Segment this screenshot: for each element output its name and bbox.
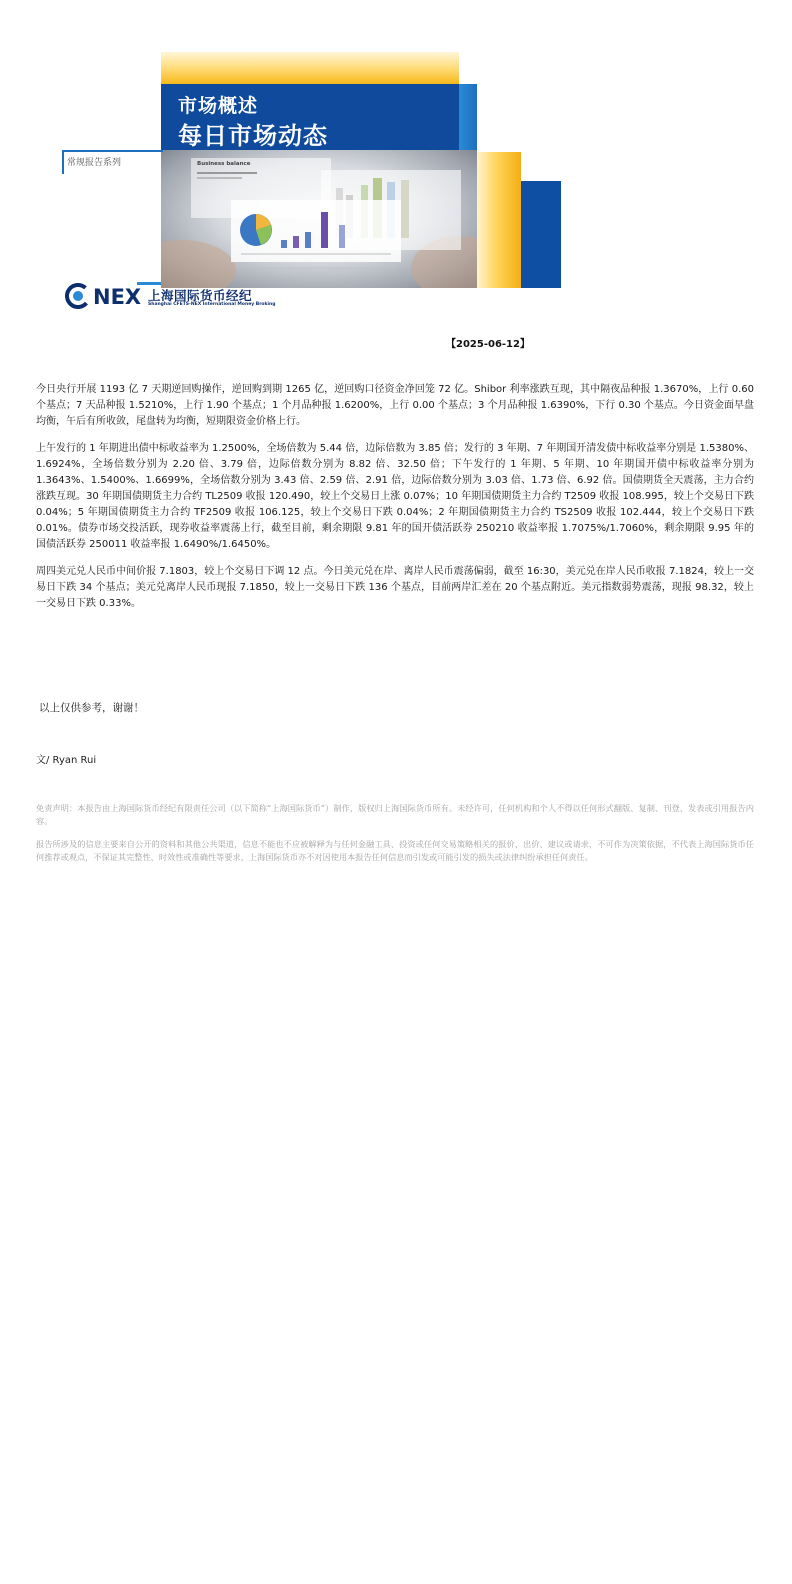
disclaimer-liability: 报告所涉及的信息主要来自公开的资料和其他公共渠道，信息不能也不应被解释为与任何金融工具、投资或任何交易策略相关的报价、出价、建议或请求，不可作为决策依据，不代表上海国际货币任何推荐或观点，不保证其完整性、时效性或准确性等要求，上海国际货币亦不对因使用本报告任何信息而引发或可能引发的损失或法律纠纷承担任何责任。	[36, 839, 754, 862]
banner-yellow-block	[477, 152, 521, 288]
paragraph-fx-market: 周四美元兑人民币中间价报 7.1803，较上个交易日下调 12 点。今日美元兑在岸、离岸人民币震荡偏弱，截至 16:30，美元兑在岸人民币收报 7.1824，较上一交易日下跌 34 个基点；美元兑离岸人民币现报 7.1850，较上一交易日下跌 136 个基点，目前两岸汇差在 20 个基点附近。美元指数弱势震荡，现报 98.32，较上一交易日下跌 0.33%。	[36, 566, 754, 609]
author-line: 文/ Ryan Rui	[36, 755, 97, 766]
closing-note: 以上仅供参考，谢谢！	[39, 702, 144, 714]
paragraph-money-market: 今日央行开展 1193 亿 7 天期逆回购操作，逆回购到期 1265 亿，逆回购口径资金净回笼 72 亿。Shibor 利率涨跌互现，其中隔夜品种报 1.3670%，上行 0.60 个基点；7 天品种报 1.5210%，上行 1.90 个基点；1 个月品种报 1.6200%，上行 0.00 个基点；3 个月品种报 1.6390%，下行 0.30 个基点。今日资金面早盘均衡，午后有所收敛，尾盘转为均衡，短期限资金价格上行。	[36, 384, 754, 427]
photo-chart-title: Business balance	[197, 161, 251, 167]
logo-company-name-en: Shanghai CFETS-NEX International Money Broking	[148, 302, 276, 307]
nex-logo-icon	[65, 283, 93, 313]
series-label: 常规报告系列	[67, 158, 122, 168]
banner-blue-block	[521, 181, 561, 288]
banner-blue-strip	[459, 84, 477, 150]
banner-yellow-band	[161, 52, 459, 84]
paragraph-bond-market: 上午发行的 1 年期进出债中标收益率为 1.2500%，全场倍数为 5.44 倍，边际倍数为 3.85 倍；发行的 3 年期、7 年期国开清发债中标收益率分别是 1.5380%、1.6924%，全场倍数分别为 2.20 倍、3.79 倍，边际倍数分别为 8.82 倍、32.50 倍；下午发行的 1 年期、5 年期、10 年期国开债中标收益率分别为 1.3643%、1.5400%、1.6699%，全场倍数分别为 3.43 倍、2.59 倍、2.91 倍，边际倍数分别为 3.03 倍、1.73 倍、6.92 倍。国债期货全天震荡，主力合约涨跌互现。30 年期国债期货主力合约 TL2509 收报 120.490，较上个交易日上涨 0.07%；10 年期国债期货主力合约 T2509 收报 108.995，较上个交易日下跌 0.04%；5 年期国债期货主力合约 TF2509 收报 106.125，较上个交易日下跌 0.04%；2 年期国债期货主力合约 TS2509 收报 102.444，较上个交易日下跌 0.01%。债券市场交投活跃，现券收益率震荡上行，截至目前，剩余期限 9.81 年的国开债活跃券 250210 收益率报 1.7075%/1.7060%，剩余期限 9.95 年的国债活跃券 250011 收益率报 1.6490%/1.6450%。	[36, 443, 754, 550]
banner-photo	[161, 150, 477, 288]
business-chart-illustration	[161, 150, 477, 288]
report-date: 【2025-06-12】	[446, 339, 530, 350]
banner-title-line2: 每日市场动态	[178, 122, 328, 150]
disclaimer-copyright: 免责声明：本报告由上海国际货币经纪有限责任公司（以下简称“上海国际货币”）制作，版权归上海国际货币所有。未经许可，任何机构和个人不得以任何形式翻版、复制、刊登、发表或引用报告内容。	[36, 803, 754, 826]
banner-title-line1: 市场概述	[178, 95, 259, 117]
logo-company-name-cn: 上海国际货币经纪	[148, 288, 253, 303]
logo-wordmark: NEX	[93, 285, 142, 309]
